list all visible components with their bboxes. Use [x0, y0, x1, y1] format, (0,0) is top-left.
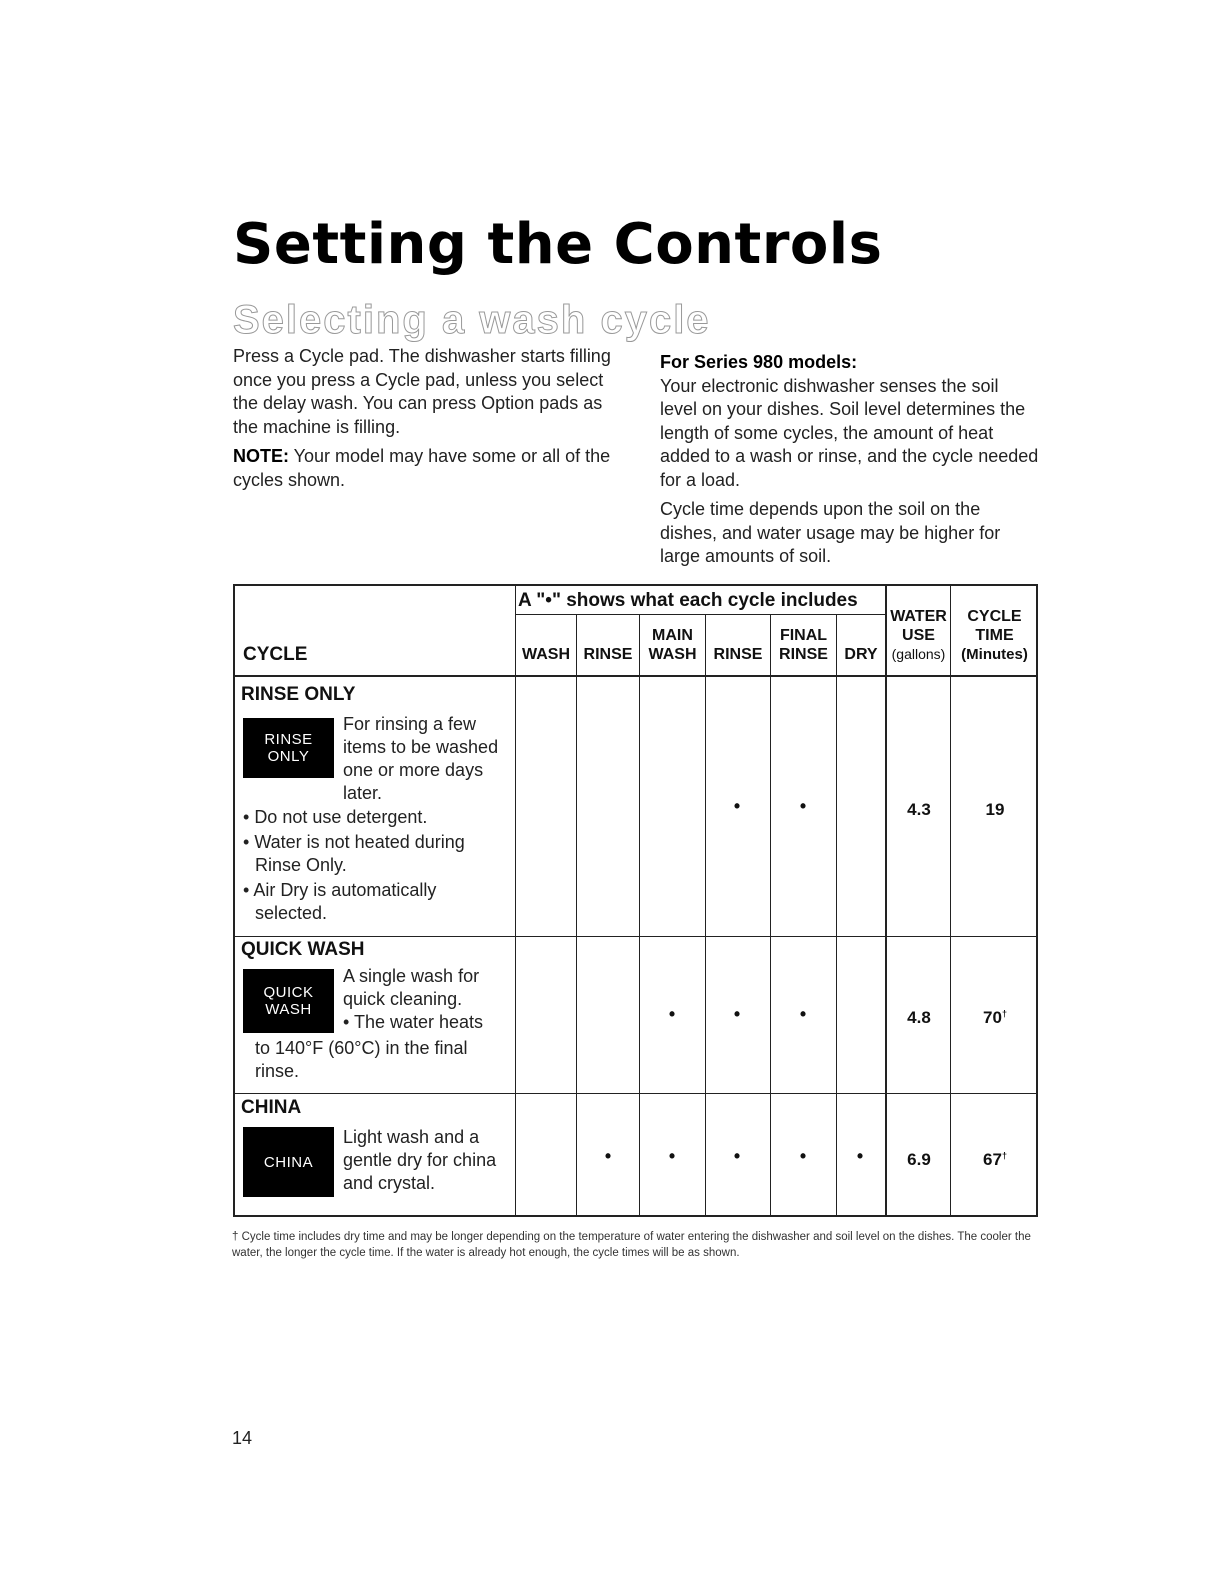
- quick-wash-water: 4.8: [907, 1008, 931, 1027]
- col-header-cycle-time: CYCLE TIME (Minutes): [961, 608, 1028, 663]
- cycle-table: [233, 584, 1038, 1217]
- rinse-only-bullets: [239, 806, 509, 927]
- include-dot: •: [668, 1146, 676, 1166]
- rinse-only-description: For rinsing a few items to be washed one or more days later.: [343, 714, 499, 803]
- include-dot: •: [799, 1146, 807, 1166]
- rinse-only-pad[interactable]: RINSE ONLY: [243, 718, 334, 778]
- footnote: † Cycle time includes dry time and may be longer depending on the temperature of water entering the dishwasher and soil level on the dishes. The cooler the water, the longer the cycle time. If the water is already hot enough, the cycle times will be as shown.: [232, 1231, 1031, 1259]
- cycle-column-header: CYCLE: [243, 644, 308, 665]
- quick-wash-pad[interactable]: QUICK WASH: [243, 969, 334, 1033]
- china-pad[interactable]: CHINA: [243, 1127, 334, 1197]
- series-paragraph-1: Your electronic dishwasher senses the soil level on your dishes. Soil level determines the length of some cycles, the amount of heat added to a wash or rinse, and the cycle needed for a load.: [660, 375, 1039, 490]
- series-heading: For Series 980 models:: [660, 352, 858, 372]
- china-description: Light wash and a gentle dry for china and crystal.: [343, 1127, 497, 1193]
- quick-wash-time: 70†: [983, 1008, 1007, 1027]
- row-title-china: CHINA: [241, 1097, 302, 1118]
- include-dot: •: [799, 796, 807, 816]
- col-header-rinse-2: RINSE: [713, 646, 763, 663]
- quick-wash-description-2: to 140°F (60°C) in the final rinse.: [255, 1038, 468, 1081]
- include-dot: •: [733, 1004, 741, 1024]
- include-dot: •: [604, 1146, 612, 1166]
- row-title-rinse-only: RINSE ONLY: [241, 684, 356, 705]
- note-paragraph: [233, 445, 628, 492]
- include-dot: •: [668, 1004, 676, 1024]
- page-title: Setting the Controls: [233, 212, 883, 277]
- include-dot: •: [733, 796, 741, 816]
- rinse-only-bullet-2: • Water is not heated during Rinse Only.: [243, 832, 465, 875]
- quick-wash-description: A single wash for quick cleaning. • The water heats: [343, 966, 484, 1032]
- note-label: NOTE:: [233, 446, 289, 466]
- rinse-only-water: 4.3: [907, 800, 931, 819]
- include-dot: •: [856, 1146, 864, 1166]
- intro-right-column: [660, 351, 1040, 575]
- col-header-main-wash: MAIN WASH: [648, 627, 697, 663]
- page-number: 14: [232, 1428, 253, 1448]
- china-water: 6.9: [907, 1150, 931, 1169]
- rinse-only-time: 19: [985, 800, 1005, 819]
- china-time: 67†: [983, 1150, 1007, 1169]
- col-header-rinse: RINSE: [583, 646, 633, 663]
- col-header-dry: DRY: [844, 646, 878, 663]
- includes-header: A "•" shows what each cycle includes: [518, 590, 858, 611]
- include-dot: •: [799, 1004, 807, 1024]
- row-title-quick-wash: QUICK WASH: [241, 939, 365, 960]
- rinse-only-bullet-1: • Do not use detergent.: [243, 807, 428, 827]
- include-dot: •: [733, 1146, 741, 1166]
- col-header-final-rinse: FINAL RINSE: [779, 627, 828, 663]
- note-text: Your model may have some or all of the cycles shown.: [233, 446, 611, 490]
- section-subtitle: Selecting a wash cycle: [233, 298, 711, 342]
- series-paragraph-2: Cycle time depends upon the soil on the dishes, and water usage may be higher for large amounts of soil.: [660, 499, 1001, 566]
- intro-paragraph: Press a Cycle pad. The dishwasher starts filling once you press a Cycle pad, unless you select the delay wash. You can press Option pads as the machine is filling.: [233, 346, 611, 437]
- col-header-wash: WASH: [522, 646, 570, 663]
- col-header-water-use: WATER USE (gallons): [890, 608, 947, 662]
- rinse-only-bullet-3: • Air Dry is automatically selected.: [243, 880, 437, 923]
- intro-left-column: [233, 345, 628, 498]
